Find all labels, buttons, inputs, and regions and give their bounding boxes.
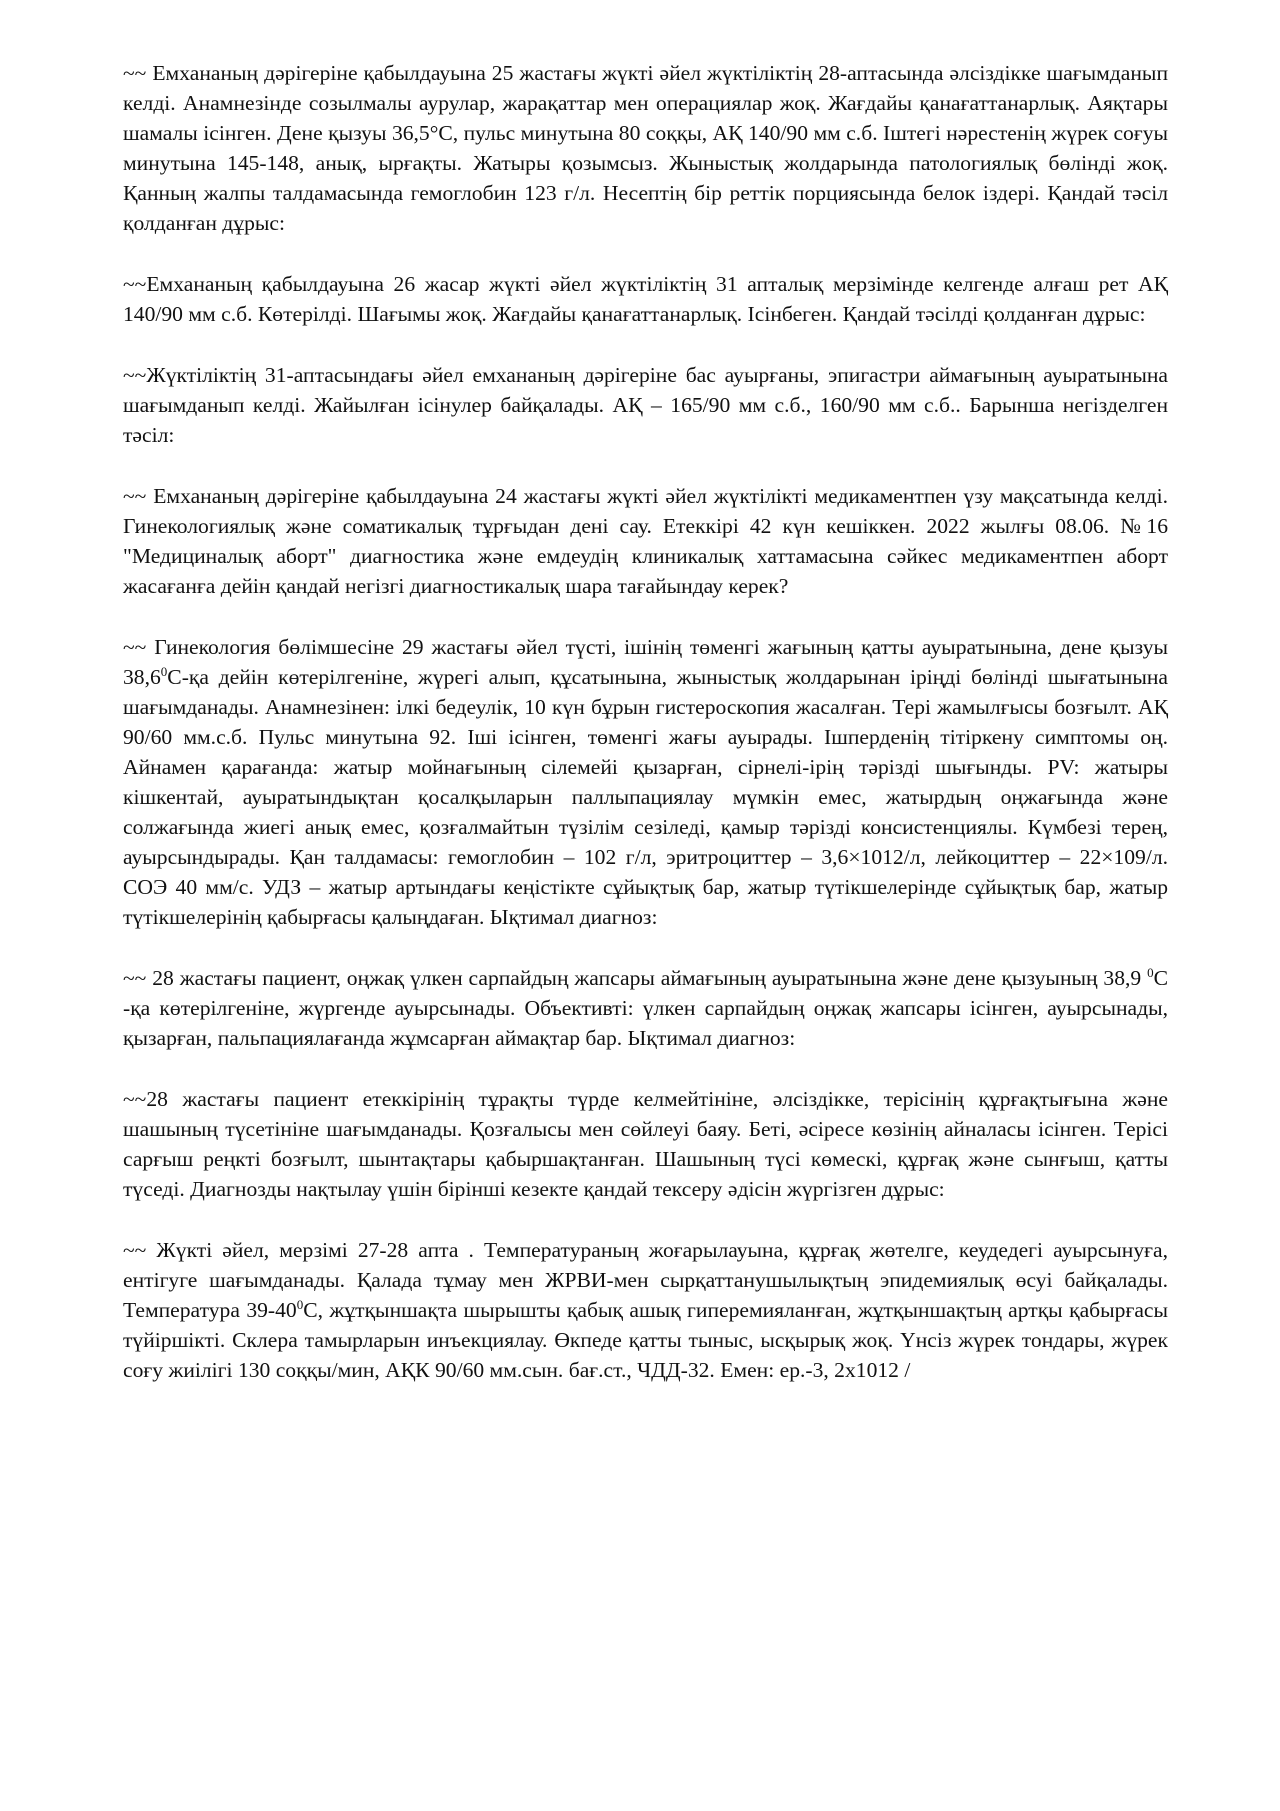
question-8-part-a: ~~ Жүкті әйел, мерзімі 27-28 апта . Температураның жоғарылауына, құрғақ жөтелге, кеудедегі ауырсынуға, ентігуге шағымданады. Қалада тұмау мен ЖРВИ-мен сырқаттанушылықтың эпидемиялық өсуі байқалады. Температура 39-40 <box>123 1238 1168 1322</box>
question-5-part-b: С-қа дейін көтерілгеніне, жүрегі алып, құсатынына, жыныстық жолдарынан іріңді бөлінді шығатынына шағымданады. Анамнезінен: ілкі бедеулік, 10 күн бұрын гистероскопия жасалған. Тері жамылғысы бозғылт. АҚ 90/60 мм.с.б. Пульс минутына 92. Іші ісінген, төменгі жағы ауырады. Ішперденің тітіркену симптомы оң. Айнамен қарағанда: жатыр мойнағының сілемейі қызарған, сірнелі-ірің тәрізді шығынды. PV: жатыры кішкентай, ауыратындықтан қосалқыларын паллыпациялау мүмкін емес, жатырдың оңжағында және солжағында жиегі анық емес, қозғалмайтын түзілім сезіледі, қамыр тәрізді консистенциялы. Күмбезі терең, ауырсындырады. Қан талдамасы: гемоглобин – 102 г/л, эритроциттер – 3,6×1012/л, лейкоциттер – 22×109/л. СОЭ 40 мм/с. УДЗ – жатыр артындағы кеңістікте сұйықтық бар, жатыр түтікшелерінде сұйықтық бар, жатыр түтікшелерінің қабырғасы қалыңдаған. Ықтимал диагноз: <box>123 665 1168 929</box>
question-8 <box>123 1235 1168 1385</box>
question-3: ~~Жүктіліктің 31-аптасындағы әйел емхананың дәрігеріне бас ауырғаны, эпигастри аймағының ауыратынына шағымданып келді. Жайылған ісінулер байқалады. АҚ – 165/90 мм с.б., 160/90 мм с.б.. Барынша негізделген тәсіл: <box>123 363 1168 447</box>
question-6-part-a: ~~ 28 жастағы пациент, оңжақ үлкен сарпайдың жапсары аймағының ауыратынына және дене қызуының 38,9 <box>123 966 1148 990</box>
question-1: ~~ Емхананың дәрігеріне қабылдауына 25 жастағы жүкті әйел жүктіліктің 28-аптасында әлсіздікке шағымданып келді. Анамнезінде созылмалы аурулар, жарақаттар мен операциялар жоқ. Жағдайы қанағаттанарлық. Аяқтары шамалы ісінген. Дене қызуы 36,5°С, пульс минутына 80 соққы, АҚ 140/90 мм с.б. Іштегі нәрестенің жүрек соғуы минутына 145-148, анық, ырғақты. Жатыры қозымсыз. Жыныстық жолдарында патологиялық бөлінді жоқ. Қанның жалпы талдамасында гемоглобин 123 г/л. Несептің бір реттік порциясында белок іздері. Қандай тәсіл қолданған дұрыс: <box>123 61 1168 235</box>
question-8-part-b: С, жұтқыншақта шырышты қабық ашық гиперемияланған, жұтқыншақтың артқы қабырғасы түйіршікті. Склера тамырларын инъекциялау. Өкпеде қатты тыныс, ысқырық жоқ. Үнсіз жүрек тондары, жүрек соғу жиілігі 130 соққы/мин, АҚК 90/60 мм.сын. бағ.ст., ЧДД-32. Емен: ер.-3, 2х1012 / <box>123 1298 1169 1382</box>
question-5 <box>123 632 1168 932</box>
question-4: ~~ Емхананың дәрігеріне қабылдауына 24 жастағы жүкті әйел жүктілікті медикаментпен үзу мақсатында келді. Гинекологиялық және соматикалық тұрғыдан дені сау. Етеккірі 42 күн кешіккен. 2022 жылғы 08.06. №16 "Медициналық аборт" диагностика және емдеудің клиникалық хаттамасына сәйкес медикаментпен аборт жасағанға дейін қандай негізгі диагностикалық шара тағайындау керек? <box>123 484 1168 598</box>
degree-superscript: 0 <box>1147 964 1154 980</box>
question-7: ~~28 жастағы пациент етеккірінің тұрақты түрде келмейтініне, әлсіздікке, терісінің құрғақтығына және шашының түсетініне шағымданады. Қозғалысы мен сөйлеуі баяу. Беті, әсіресе көзінің айналасы ісінген. Терісі сарғыш реңкті бозғылт, шынтақтары қабыршақтанған. Шашының түсі көмескі, құрғақ және сынғыш, қатты түседі. Диагнозды нақтылау үшін бірінші кезекте қандай тексеру әдісін жүргізген дұрыс: <box>123 1087 1168 1201</box>
degree-superscript: 0 <box>296 1296 304 1312</box>
degree-superscript: 0 <box>160 663 168 679</box>
question-6 <box>123 963 1168 1053</box>
question-5-part-a: ~~ Гинекология бөлімшесіне 29 жастағы әйел түсті, ішінің төменгі жағының қатты ауыратынына, дене қызуы 38,6 <box>123 635 1168 689</box>
document-page <box>123 58 1168 1416</box>
question-6-part-b: С -қа көтерілгеніне, жүргенде ауырсынады. Объективті: үлкен сарпайдың оңжақ жапсары ісінген, ауырсынады, қызарған, пальпациялағанда жұмсарған аймақтар бар. Ықтимал диагноз: <box>123 966 1168 1050</box>
question-2: ~~Емхананың қабылдауына 26 жасар жүкті әйел жүктіліктің 31 апталық мерзімінде келгенде алғаш рет АҚ 140/90 мм с.б. Көтерілді. Шағымы жоқ. Жағдайы қанағаттанарлық. Ісінбеген. Қандай тәсілді қолданған дұрыс: <box>123 272 1168 326</box>
